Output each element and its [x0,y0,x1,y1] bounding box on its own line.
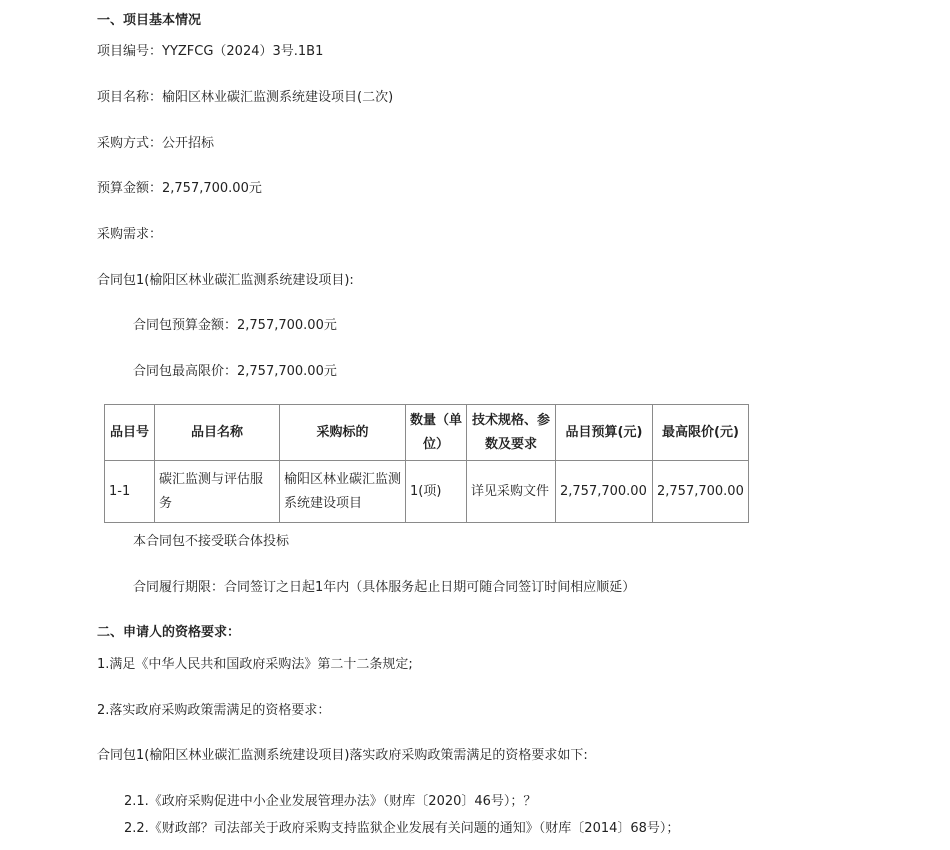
section-heading-basic-info: 一、项目基本情况 [97,13,202,28]
table-header-cell: 最高限价(元) [653,405,749,461]
table-header-cell: 品目号 [105,405,155,461]
project-number: 项目编号：YYZFCG（2024）3号.1B1 [97,44,324,59]
qualification-item-2: 2.落实政府采购政策需满足的资格要求： [97,703,331,718]
table-header-row [105,405,749,461]
project-name: 项目名称：榆阳区林业碳汇监测系统建设项目(二次) [97,90,394,105]
qualification-sub-item-2-2: 2.2.《财政部？司法部关于政府采购支持监狱企业发展有关问题的通知》（财库〔2014〕68号）； [124,821,680,836]
qualification-sub-item-2-1: 2.1.《政府采购促进中小企业发展管理办法》（财库〔2020〕46号）；？ [124,794,537,809]
package-max-price: 合同包最高限价：2,757,700.00元 [133,364,337,379]
table-cell: 详见采购文件 [467,461,556,523]
contract-package-title: 合同包1(榆阳区林业碳汇监测系统建设项目): [97,273,354,288]
table-cell: 2,757,700.00 [556,461,653,523]
section-heading-qualifications: 二、申请人的资格要求： [97,625,241,640]
table-header-cell: 技术规格、参数及要求 [467,405,556,461]
package-qualification-requirements: 合同包1(榆阳区林业碳汇监测系统建设项目)落实政府采购政策需满足的资格要求如下: [97,748,588,763]
table-cell: 2,757,700.00 [653,461,749,523]
table-header-cell: 品目名称 [155,405,280,461]
table-cell: 1-1 [105,461,155,523]
budget-amount: 预算金额：2,757,700.00元 [97,181,262,196]
table-cell: 碳汇监测与评估服务 [155,461,280,523]
table-header-cell: 采购标的 [280,405,406,461]
contract-period: 合同履行期限：合同签订之日起1年内（具体服务起止日期可随合同签订时间相应顺延） [133,580,636,595]
table-row [105,461,749,523]
no-consortium-note: 本合同包不接受联合体投标 [133,534,290,549]
qualification-item-1: 1.满足《中华人民共和国政府采购法》第二十二条规定; [97,657,413,672]
table-header-cell: 数量（单位） [406,405,467,461]
table-cell: 1(项) [406,461,467,523]
procurement-method: 采购方式：公开招标 [97,136,215,151]
table-header-cell: 品目预算(元) [556,405,653,461]
procurement-items-table [104,404,749,523]
table-cell: 榆阳区林业碳汇监测系统建设项目 [280,461,406,523]
procurement-requirements-label: 采购需求： [97,227,163,242]
package-budget: 合同包预算金额：2,757,700.00元 [133,318,337,333]
